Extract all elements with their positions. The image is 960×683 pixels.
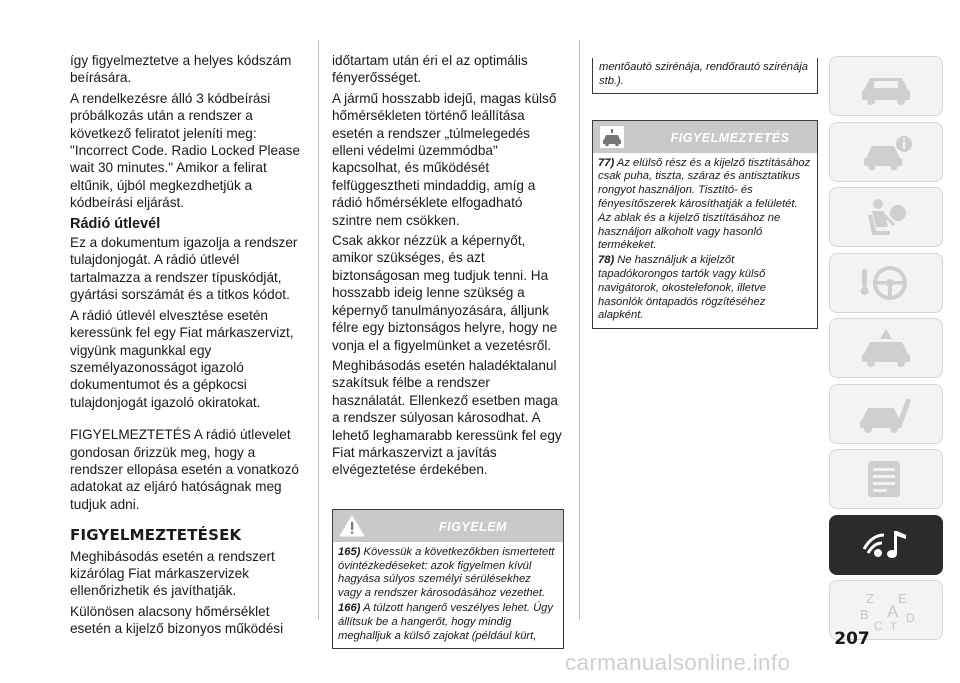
index-letters-icon	[854, 588, 918, 632]
chapter-tab-emergency[interactable]	[829, 318, 943, 378]
note-item: 166) A túlzott hangerő veszélyes lehet. Úgy állítsuk be a hangerőt, hogy mindig meghalljuk a külső zajokat (például kürt,	[338, 601, 553, 642]
caution-box	[332, 509, 564, 650]
note-item: 165) Kövessük a következőkben ismertetett óvintézkedéseket: azok figyelmen kívül hagyása súlyos személyi sérülésekhez vagy a rendszer károsodásához vezethet.	[338, 545, 555, 600]
paragraph: időtartam után éri el az optimális fényerősséget.	[332, 53, 528, 86]
index-letter: D	[906, 611, 915, 625]
index-letter: E	[898, 591, 907, 606]
column-divider	[318, 40, 319, 620]
paragraph: Különösen alacsony hőmérséklet esetén a kijelző bizonyos működési	[70, 603, 284, 637]
paragraph: FIGYELMEZTETÉS A rádió útlevelet gondosan őrizzük meg, hogy a rendszer ellopása esetén a vonatkozó adatokat az eljáró hatóságnak meg tudjuk adni.	[70, 427, 299, 512]
index-letter: A	[887, 602, 899, 621]
multimedia-icon	[854, 523, 918, 567]
warning-box-body	[593, 153, 817, 329]
text-column-1	[70, 52, 302, 641]
note-number: 165)	[338, 545, 361, 558]
chapter-tab-safety[interactable]	[829, 187, 943, 247]
chapter-tab-technical-data[interactable]	[829, 449, 943, 509]
note-number: 77)	[598, 156, 615, 169]
index-letter: Z	[866, 591, 874, 606]
seat-airbag-icon	[854, 195, 918, 239]
steering-wheel-key-icon	[854, 261, 918, 305]
specifications-list-icon	[854, 457, 918, 501]
chapter-tab-starting-driving[interactable]	[829, 253, 943, 313]
paragraph: Csak akkor nézzük a képernyőt, amikor szükséges, és azt biztonságosan meg tudjuk tenni. Ha hosszabb ideig lenne szükség a képernyő tanulmányozására, álljunk félre egy biztonságos helyre, hogy ne vonja el a figyelmünket a vezetésről.	[332, 233, 558, 353]
chapter-tab-maintenance[interactable]	[829, 384, 943, 444]
paragraph: A jármű hosszabb idejű, magas külső hőmérsékleten történő leállítása esetén a rendszer „túlmelegedés elleni védelmi üzemmódba" kapcsolhat, és működését felfüggesztheti mindaddig, amíg a rádió hőmérséklete elfogadható szintre nem csökken.	[332, 90, 557, 228]
section-heading-radio-passport: Rádió útlevél	[70, 215, 161, 232]
car-service-icon	[854, 392, 918, 436]
paragraph: így figyelmeztetve a helyes kódszám beírására.	[70, 53, 292, 86]
warning-box-title: FIGYELMEZTETÉS	[670, 130, 790, 145]
chapter-tab-multimedia[interactable]	[829, 515, 943, 575]
paragraph: Ez a dokumentum igazolja a rendszer tulajdonjogát. A rádió útlevél tartalmazza a rendszer típuskódját, gyártási sorszámát és a titkos kódot.	[70, 235, 298, 303]
warning-box	[592, 120, 818, 330]
index-letter: T	[890, 621, 897, 632]
warning-box-header	[593, 121, 817, 153]
watermark: carmanualsonline.info	[565, 650, 791, 675]
chapter-tab-dashboard[interactable]	[829, 56, 943, 116]
continued-note: mentőautó szirénája, rendőrautó szirénája stb.).	[592, 58, 818, 94]
column-divider	[579, 40, 580, 620]
car-info-icon	[854, 130, 918, 174]
caution-box-header	[333, 510, 563, 542]
car-emergency-icon	[854, 326, 918, 370]
car-warning-icon	[599, 125, 625, 149]
caution-box-title: FIGYELEM	[439, 519, 507, 534]
page-number: 207	[834, 629, 870, 649]
text-column-2	[332, 52, 564, 649]
car-dashboard-icon	[854, 64, 918, 108]
warning-triangle-icon	[339, 514, 365, 538]
note-item: 77) Az elülső rész és a kijelző tisztításához csak puha, tiszta, száraz és antisztatikus rongyot használjon. Tisztító- és fényesítőszerek károsíthatják a felületét. Az ablak és a kijelző tisztításához ne használjon alkoholt vagy hasonló termékeket.	[598, 156, 811, 252]
chapter-tab-knowing-car[interactable]	[829, 122, 943, 182]
chapter-tabs	[829, 56, 943, 646]
paragraph: A rendelkezésre álló 3 kódbeírási próbálkozás után a rendszer a következő feliratot jeleníti meg: "Incorrect Code. Radio Locked Please wait 30 minutes." Amikor a felirat eltűnik, újból megkezdhetjük a kódbeírási eljárást.	[70, 90, 301, 211]
section-heading-warnings: FIGYELMEZTETÉSEK	[70, 526, 242, 545]
caution-box-body	[333, 542, 563, 649]
text-column-3	[592, 58, 818, 329]
note-number: 78)	[598, 254, 615, 267]
paragraph: Meghibásodás esetén haladéktalanul szakítsuk félbe a rendszer használatát. Ellenkező esetben maga a rendszer súlyosan károsodhat. A lehető leghamarabb keressünk fel egy Fiat márkaszervizt a javítás elvégeztetése érdekében.	[332, 357, 562, 478]
index-letter: C	[874, 619, 883, 632]
index-letter: B	[860, 607, 869, 622]
note-item: 78) Ne használjuk a kijelzőt tapadókorongos tartók vagy külső navigátorok, okostelefonok, illetve hasonlók öntapadós rögzítéséhez alapként.	[598, 254, 766, 322]
note-number: 166)	[338, 601, 361, 614]
paragraph: Meghibásodás esetén a rendszert kizárólag Fiat márkaszervizek ellenőrizhetik és javíthatják.	[70, 548, 275, 599]
paragraph: A rádió útlevél elvesztése esetén keressünk fel egy Fiat márkaszervizt, vigyünk magunkkal egy személyazonosságot igazoló dokumentumot és a gépkocsi tulajdonjogát igazoló okiratokat.	[70, 307, 294, 410]
